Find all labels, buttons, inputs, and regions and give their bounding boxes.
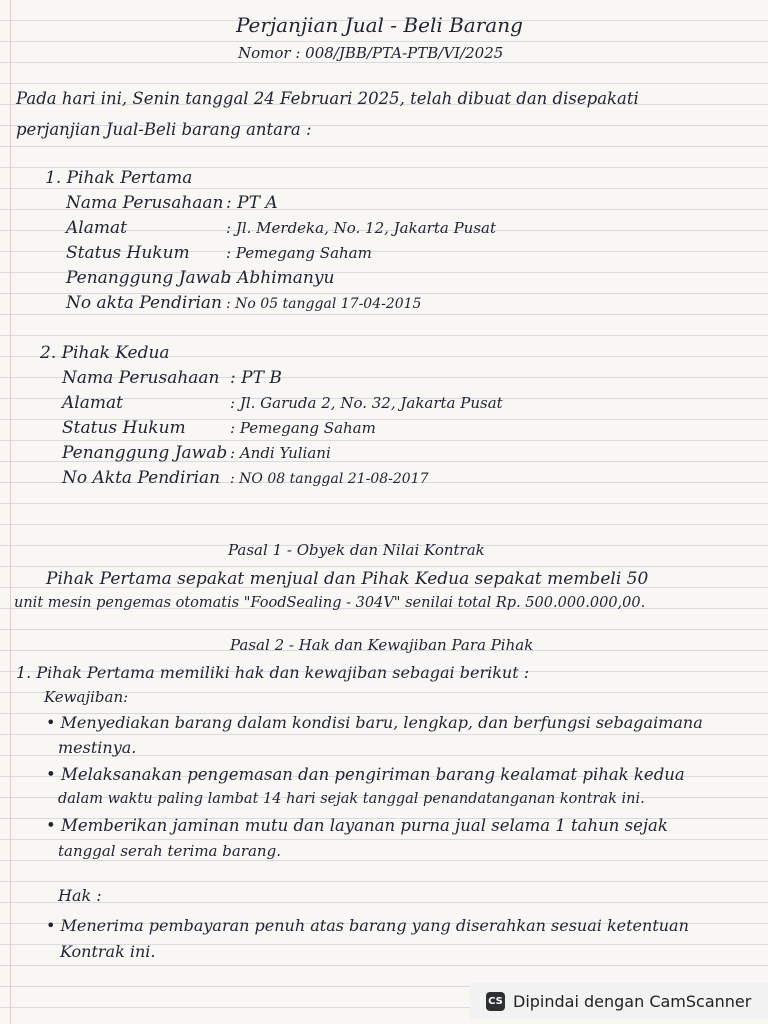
pihak-kedua-field	[62, 420, 376, 437]
kewajiban-item-3-line-2: tanggal serah terima barang.	[58, 842, 281, 860]
pihak-kedua-field	[62, 370, 282, 387]
pihak-kedua-field	[62, 470, 429, 487]
field-label: Alamat	[66, 218, 127, 238]
field-value: : No 05 tanggal 17-04-2015	[226, 296, 422, 312]
kewajiban-item-3-line-1: • Memberikan jaminan mutu dan layanan purna jual selama 1 tahun sejak	[46, 816, 668, 835]
field-value: : Jl. Merdeka, No. 12, Jakarta Pusat	[226, 219, 496, 237]
pasal-1-line-2: unit mesin pengemas otomatis "FoodSealing - 304V" senilai total Rp. 500.000.000,00.	[14, 595, 646, 611]
kewajiban-item-2-line-1: • Melaksanakan pengemasan dan pengiriman barang kealamat pihak kedua	[46, 765, 685, 784]
field-label: Nama Perusahaan	[62, 368, 220, 388]
pihak-kedua-heading: 2. Pihak Kedua	[40, 343, 170, 363]
field-value: : Jl. Garuda 2, No. 32, Jakarta Pusat	[230, 394, 503, 412]
pihak-pertama-field	[66, 195, 278, 212]
field-value: : Pemegang Saham	[226, 244, 372, 262]
field-value: : NO 08 tanggal 21-08-2017	[230, 471, 429, 487]
field-value: : Abhimanyu	[226, 268, 335, 288]
pihak-pertama-field	[66, 220, 496, 237]
pihak-kedua-field	[62, 395, 503, 412]
field-value: : PT B	[230, 368, 282, 388]
kewajiban-item-1-line-1: • Menyediakan barang dalam kondisi baru, lengkap, dan berfungsi sebagaimana	[46, 713, 703, 732]
pasal-1-heading: Pasal 1 - Obyek dan Nilai Kontrak	[228, 541, 485, 559]
field-value: : Andi Yuliani	[230, 444, 331, 462]
hak-item-1-line-1: • Menerima pembayaran penuh atas barang yang diserahkan sesuai ketentuan	[46, 916, 689, 935]
kewajiban-item-1-line-2: mestinya.	[58, 738, 137, 757]
camscanner-label: Dipindai dengan CamScanner	[513, 991, 752, 1011]
document-title: Perjanjian Jual - Beli Barang	[236, 13, 523, 37]
page-margin-line	[10, 0, 11, 1024]
camscanner-watermark	[470, 983, 768, 1019]
field-label: Status Hukum	[62, 418, 186, 438]
pihak-kedua-field	[62, 445, 331, 462]
intro-line-1: Pada hari ini, Senin tanggal 24 Februari 2025, telah dibuat dan disepakati	[16, 89, 639, 108]
intro-line-2: perjanjian Jual-Beli barang antara :	[16, 120, 312, 139]
pasal-1-line-1: Pihak Pertama sepakat menjual dan Pihak Kedua sepakat membeli 50	[46, 569, 649, 589]
pasal-2-heading: Pasal 2 - Hak dan Kewajiban Para Pihak	[230, 636, 534, 654]
pihak-pertama-field	[66, 270, 334, 287]
pihak-pertama-field	[66, 245, 372, 262]
field-label: Nama Perusahaan	[66, 193, 224, 213]
pihak-pertama-field	[66, 295, 421, 312]
pasal-2-sub-1: 1. Pihak Pertama memiliki hak dan kewajiban sebagai berikut :	[16, 663, 530, 682]
field-label: No akta Pendirian	[66, 293, 222, 313]
hak-item-1-line-2: Kontrak ini.	[60, 942, 156, 961]
field-label: Penanggung Jawab	[66, 268, 232, 288]
document-number: Nomor : 008/JBB/PTA-PTB/VI/2025	[238, 44, 504, 62]
kewajiban-label: Kewajiban:	[44, 688, 129, 706]
pihak-pertama-heading: 1. Pihak Pertama	[45, 168, 193, 188]
field-value: : PT A	[226, 193, 278, 213]
field-value: : Pemegang Saham	[230, 419, 376, 437]
field-label: No Akta Pendirian	[62, 468, 221, 488]
field-label: Alamat	[62, 393, 123, 413]
field-label: Status Hukum	[66, 243, 190, 263]
field-label: Penanggung Jawab	[62, 443, 228, 463]
kewajiban-item-2-line-2: dalam waktu paling lambat 14 hari sejak tanggal penandatanganan kontrak ini.	[58, 791, 645, 807]
hak-label: Hak :	[58, 886, 102, 905]
camscanner-logo-icon: CS	[486, 992, 505, 1011]
